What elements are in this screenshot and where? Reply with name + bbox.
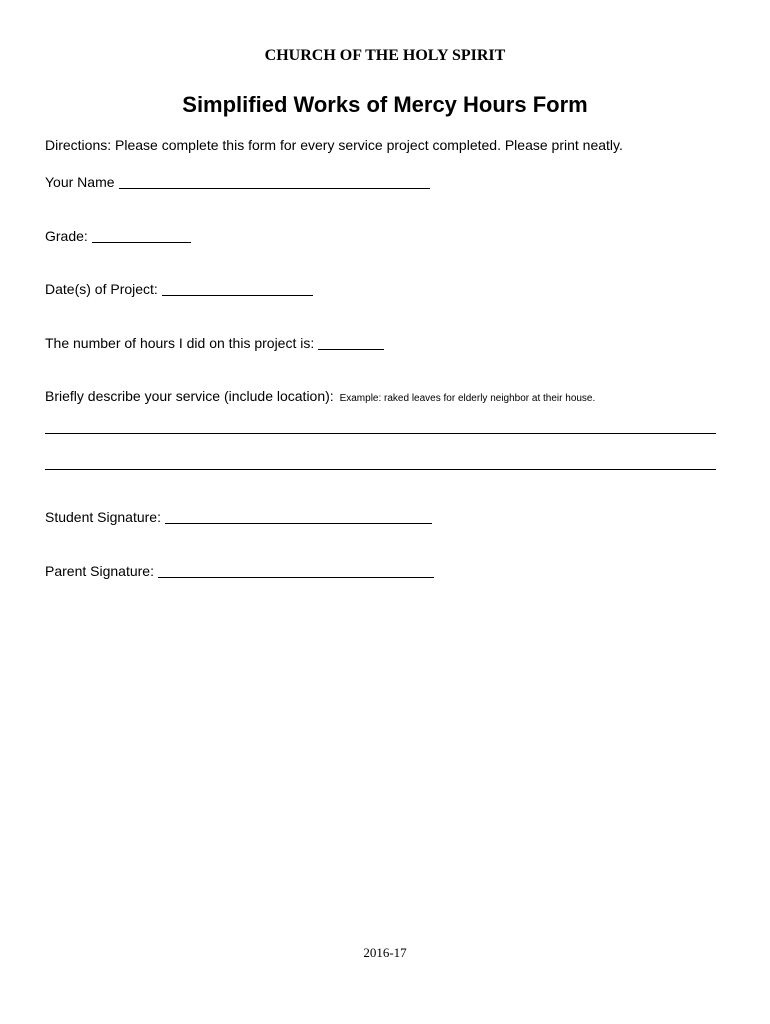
name-input-line[interactable] [119, 174, 430, 189]
hours-label: The number of hours I did on this project is: [45, 335, 315, 351]
name-label: Your Name [45, 174, 115, 190]
footer-year: 2016-17 [363, 945, 407, 960]
form-title: Simplified Works of Mercy Hours Form [182, 92, 588, 117]
describe-label: Briefly describe your service (include location): [45, 388, 334, 404]
describe-example: Example: raked leaves for elderly neighbor at their house. [339, 393, 596, 404]
parent-signature-row [45, 562, 434, 580]
name-field-row [45, 173, 430, 191]
grade-input-line[interactable] [92, 228, 191, 243]
dates-field-row [45, 280, 313, 298]
describe-field-row [45, 388, 595, 404]
grade-field-row [45, 227, 191, 245]
directions-text: Directions: Please complete this form for every service project completed. Please print neatly. [45, 137, 623, 153]
student-signature-line[interactable] [165, 509, 432, 524]
describe-input-line-1[interactable] [45, 433, 716, 434]
organization-name: CHURCH OF THE HOLY SPIRIT [264, 47, 506, 64]
hours-input-line[interactable] [318, 335, 384, 350]
dates-label: Date(s) of Project: [45, 281, 158, 297]
grade-label: Grade: [45, 228, 88, 244]
hours-field-row [45, 334, 384, 352]
student-signature-row [45, 508, 432, 526]
student-signature-label: Student Signature: [45, 509, 161, 525]
parent-signature-line[interactable] [158, 563, 434, 578]
parent-signature-label: Parent Signature: [45, 563, 154, 579]
dates-input-line[interactable] [162, 281, 313, 296]
describe-input-line-2[interactable] [45, 469, 716, 470]
